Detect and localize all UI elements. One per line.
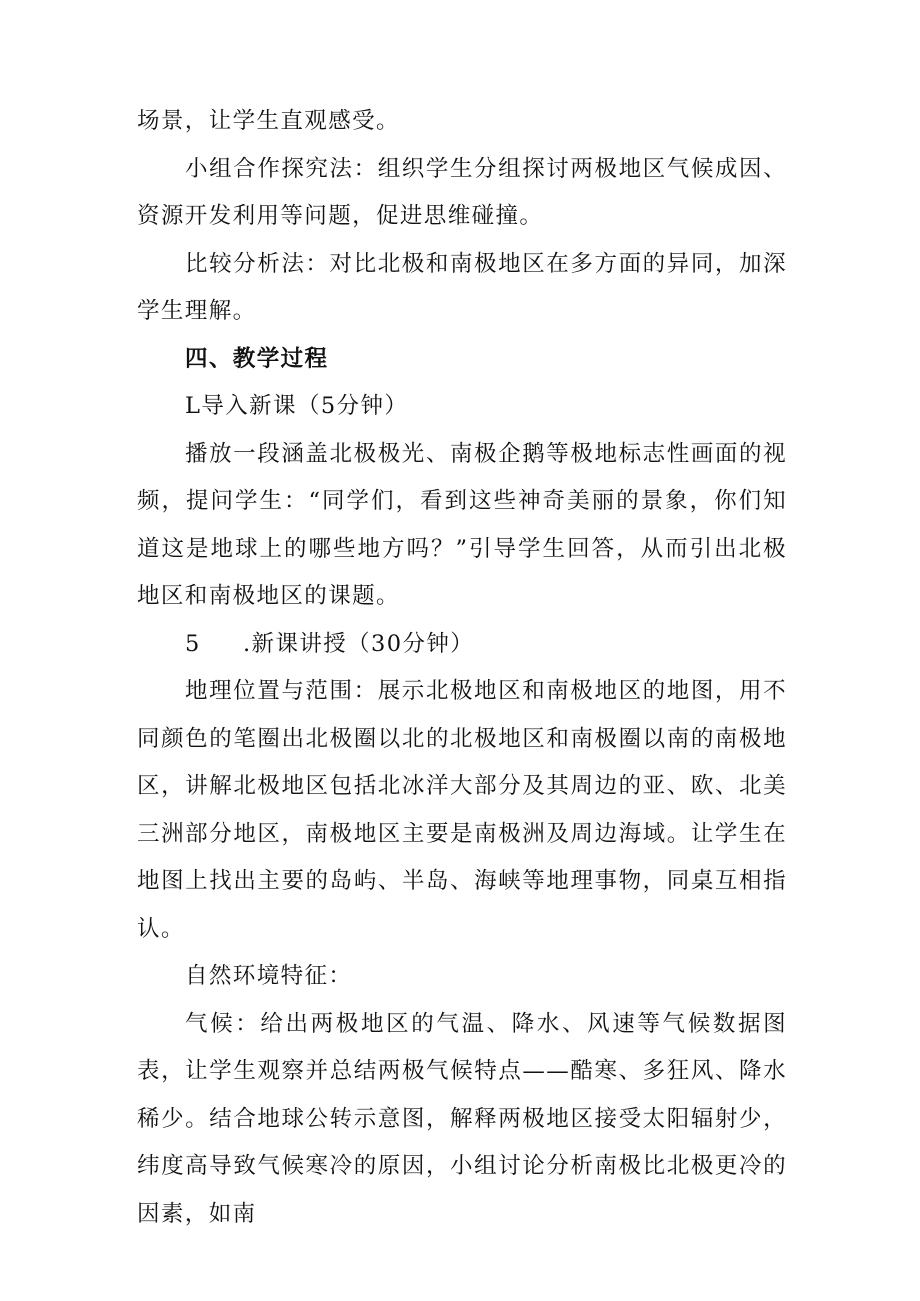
- paragraph-climate: 气候：给出两极地区的气温、降水、风速等气候数据图表，让学生观察并总结两极气候特点——酷寒、多狂风、降水稀少。结合地球公转示意图，解释两极地区接受太阳辐射少，纬度高导致气候寒冷的原因，小组讨论分析南极比北极更冷的因素，如南: [137, 1010, 787, 1227]
- subheading-new-lesson-text: .新课讲授（30分钟）: [243, 630, 475, 657]
- paragraph-group-inquiry: 小组合作探究法：组织学生分组探讨两极地区气候成因、资源开发利用等问题，促进思维碰撞。: [137, 155, 787, 229]
- subheading-introduction: L导入新课（5分钟）: [185, 393, 409, 419]
- paragraph-location-range: 地理位置与范围：展示北极地区和南极地区的地图，用不同颜色的笔圈出北极圈以北的北极地区和南极圈以南的南极地区，讲解北极地区包括北冰洋大部分及其周边的亚、欧、北美三洲部分地区，南极地区主要是南极洲及周边海域。让学生在地图上找出主要的岛屿、半岛、海峡等地理事物，同桌互相指认。: [137, 678, 787, 942]
- paragraph-scene: 场景，让学生直观感受。: [137, 108, 400, 134]
- paragraph-natural-environment: 自然环境特征：: [185, 963, 353, 989]
- paragraph-comparative-analysis: 比较分析法：对比北极和南极地区在多方面的异同，加深学生理解。: [137, 250, 787, 324]
- section-heading-teaching-process: 四、教学过程: [185, 345, 329, 372]
- subheading-number: 5: [185, 630, 201, 657]
- document-page: [137, 98, 787, 1238]
- subheading-new-lesson: [137, 621, 787, 669]
- paragraph-video-intro: 播放一段涵盖北极极光、南极企鹅等极地标志性画面的视频，提问学生：“同学们，看到这些神奇美丽的景象，你们知道这是地球上的哪些地方吗？”引导学生回答，从而引出北极地区和南极地区的课题。: [137, 440, 787, 609]
